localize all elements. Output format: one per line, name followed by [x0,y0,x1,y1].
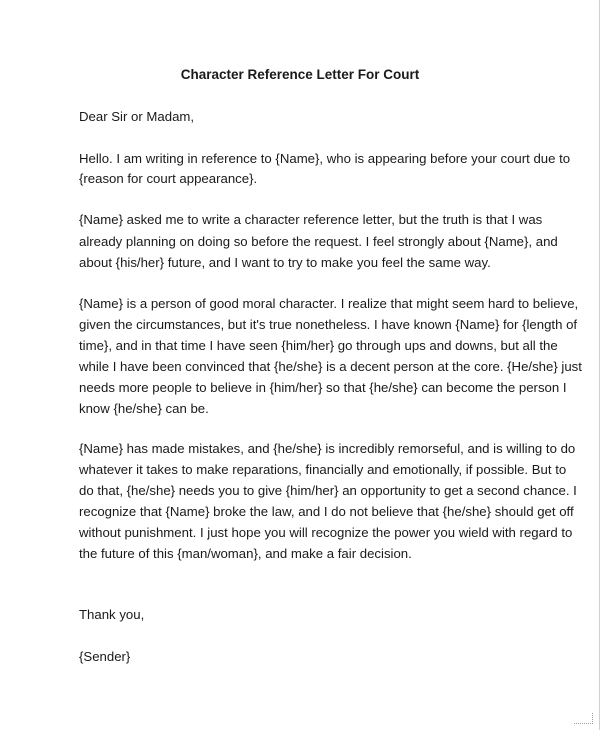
closing: Thank you, [79,607,145,622]
paragraph-3-line-2: given the circumstances, but it's true nonetheless. I have known {Name} for {length of [79,317,578,332]
salutation: Dear Sir or Madam, [79,109,195,124]
paragraph-2-line-2: already planning on doing so before the request. I feel strongly about {Name}, and [79,234,558,249]
paragraph-3-line-5: needs more people to believe in {him/her} so that {he/she} can become the person I [79,380,567,395]
paragraph-3-line-3: time}, and in that time I have seen {him/her} go through ups and downs, but all the [79,338,558,353]
paragraph-4-line-5: without punishment. I just hope you will recognize the power you wield with regard to [79,525,573,540]
letter-title: Character Reference Letter For Court [180,67,420,82]
paragraph-4-line-6: the future of this {man/woman}, and make a fair decision. [79,546,412,561]
paragraph-4-line-4: recognize that {Name} broke the law, and I do not believe that {he/she} should get off [79,504,574,519]
paragraph-3-line-4: while I have been convinced that {he/she} is a decent person at the core. {He/she} just [79,359,582,374]
paragraph-2-line-1: {Name} asked me to write a character reference letter, but the truth is that I was [79,212,543,227]
paragraph-1-line-1: Hello. I am writing in reference to {Name}, who is appearing before your court due to [79,151,571,166]
signature: {Sender} [79,649,131,664]
paragraph-4-line-3: do that, {he/she} needs you to give {him/her} an opportunity to get a second chance. I [79,483,577,498]
paragraph-3-line-1: {Name} is a person of good moral character. I realize that might seem hard to believe, [79,296,579,311]
paragraph-2-line-3: about {his/her} future, and I want to try to make you feel the same way. [79,255,491,270]
paragraph-4-line-1: {Name} has made mistakes, and {he/she} is incredibly remorseful, and is willing to do [79,441,576,456]
page-corner-mark [574,713,593,724]
paragraph-4-line-2: whatever it takes to make reparations, financially and emotionally, if possible. But to [79,462,567,477]
paragraph-3-line-6: know {he/she} can be. [79,401,209,416]
paragraph-1-line-2: {reason for court appearance}. [79,171,258,186]
